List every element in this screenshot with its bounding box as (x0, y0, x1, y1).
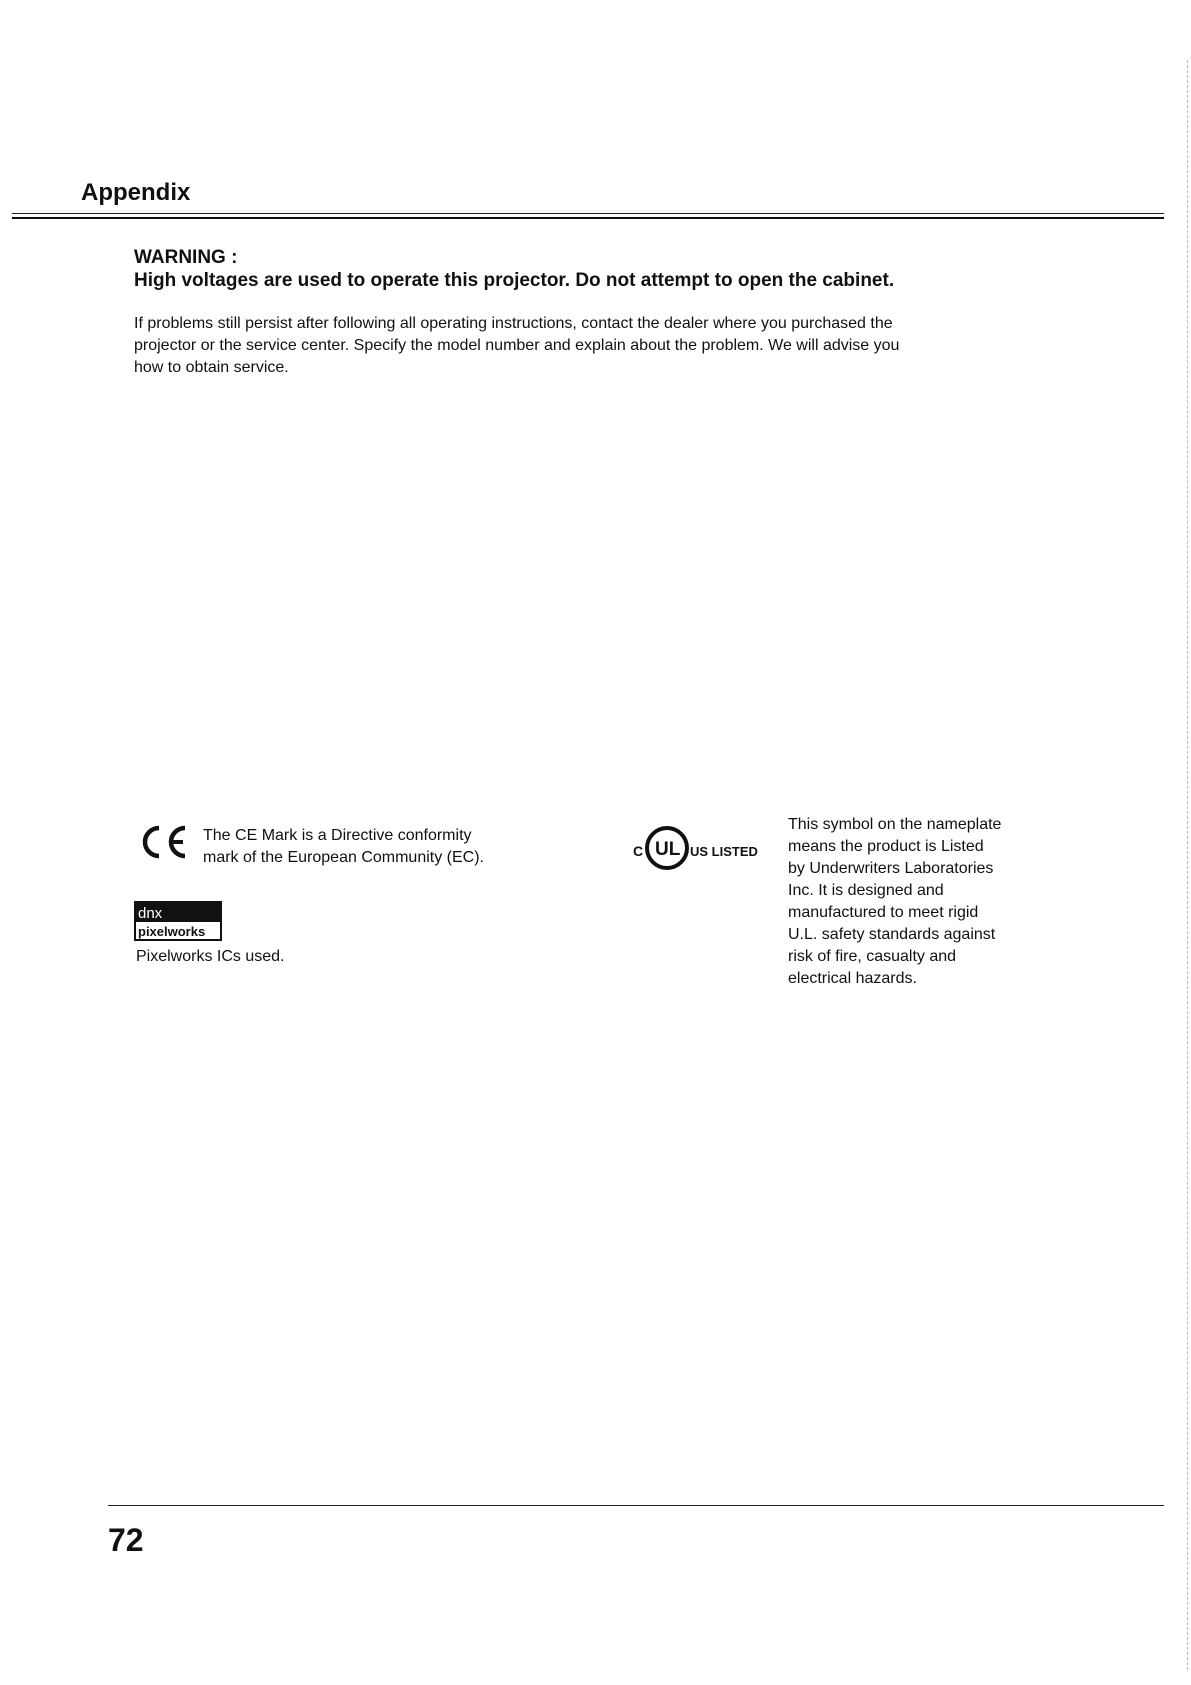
header-rule-thick (12, 217, 1164, 219)
ul-mark-description (788, 814, 1001, 990)
ce-mark-icon (139, 824, 189, 860)
header-rule-thin (12, 213, 1164, 214)
ul-desc-line: risk of fire, casualty and (788, 948, 957, 965)
ce-mark-description (203, 825, 484, 869)
page-edge-dashed-line (1187, 60, 1188, 1670)
service-paragraph-line: projector or the service center. Specify the model number and explain about the problem. We will advise you (134, 337, 900, 354)
page-title: Appendix (81, 179, 191, 206)
ul-desc-line: means the product is Listed (788, 838, 984, 855)
ul-suffix: US LISTED (690, 844, 758, 859)
service-paragraph (134, 313, 1034, 379)
ul-listed-mark (633, 822, 773, 874)
service-paragraph-line: how to obtain service. (134, 359, 289, 376)
ul-desc-line: U.L. safety standards against (788, 926, 996, 943)
page-number: 72 (108, 1522, 144, 1558)
service-paragraph-line: If problems still persist after following all operating instructions, contact the dealer where you purchased the (134, 315, 893, 332)
ul-desc-line: This symbol on the nameplate (788, 816, 1002, 833)
ul-desc-line: by Underwriters Laboratories (788, 860, 994, 877)
ce-mark-line: mark of the European Community (EC). (203, 849, 484, 866)
pixelworks-logo (134, 901, 222, 941)
warning-text: High voltages are used to operate this projector. Do not attempt to open the cabinet. (134, 270, 895, 291)
ce-mark-line: The CE Mark is a Directive conformity (203, 827, 472, 844)
footer-rule (108, 1505, 1164, 1506)
ul-prefix: C (633, 843, 644, 859)
warning-label: WARNING : (134, 247, 238, 268)
ul-desc-line: Inc. It is designed and (788, 882, 944, 899)
pixelworks-logo-top: dnx (138, 905, 163, 922)
pixelworks-logo-bottom: pixelworks (138, 924, 206, 939)
ul-desc-line: manufactured to meet rigid (788, 904, 979, 921)
ul-center: UL (655, 839, 681, 860)
ul-desc-line: electrical hazards. (788, 970, 917, 987)
pixelworks-caption: Pixelworks ICs used. (136, 948, 285, 965)
